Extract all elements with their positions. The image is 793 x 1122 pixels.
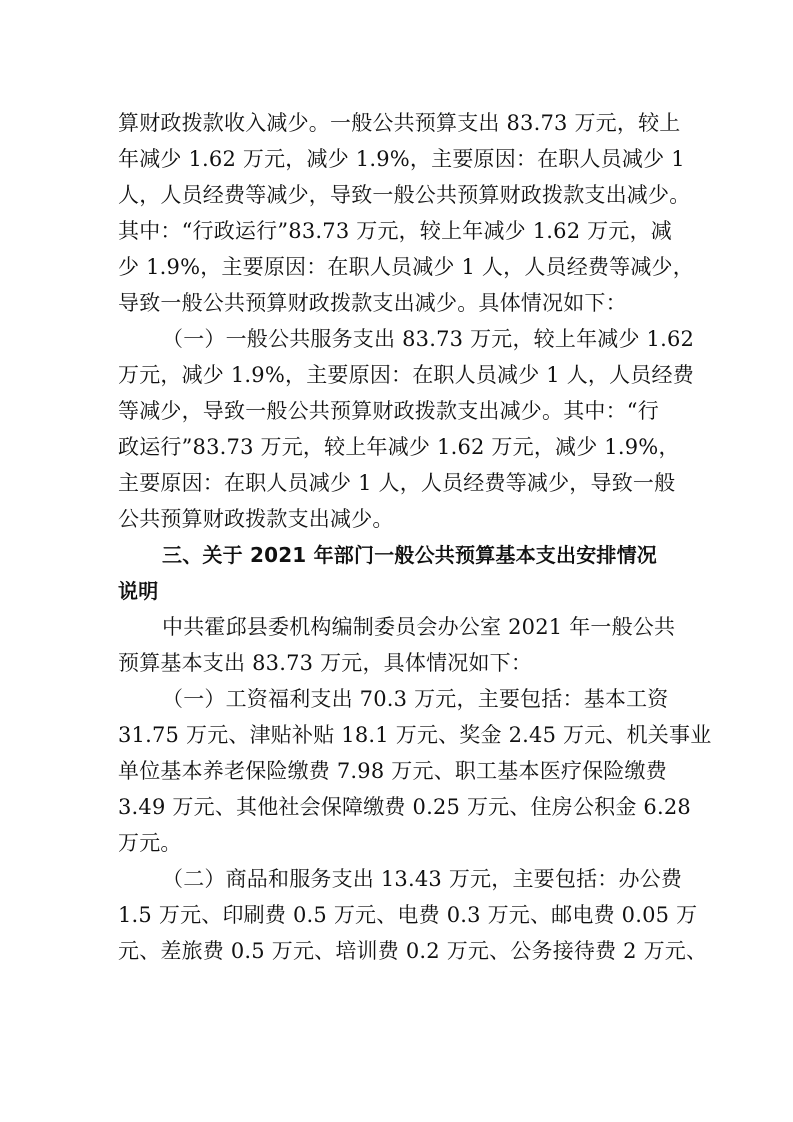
text-line: 算财政拨款收入减少。一般公共预算支出 83.73 万元，较上 (118, 111, 681, 135)
section-heading: 三、关于 2021 年部门一般公共预算基本支出安排情况 (162, 543, 657, 567)
text-line: 公共预算财政拨款支出减少。 (118, 507, 394, 531)
paragraph-first-line: （一）工资福利支出 70.3 万元，主要包括：基本工资 (162, 687, 669, 711)
paragraph-first-line: 中共霍邱县委机构编制委员会办公室 2021 年一般公共 (162, 615, 676, 639)
text-line: 万元，减少 1.9%，主要原因：在职人员减少 1 人，人员经费 (118, 363, 694, 387)
text-line: 其中：“行政运行”83.73 万元，较上年减少 1.62 万元，减 (118, 219, 672, 243)
text-line: 31.75 万元、津贴补贴 18.1 万元、奖金 2.45 万元、机关事业 (118, 723, 712, 747)
text-line: 元、差旅费 0.5 万元、培训费 0.2 万元、公务接待费 2 万元、 (118, 939, 708, 963)
text-line: 导致一般公共预算财政拨款支出减少。具体情况如下： (118, 291, 627, 315)
text-line: 人，人员经费等减少，导致一般公共预算财政拨款支出减少。 (118, 183, 691, 207)
text-line: 少 1.9%，主要原因：在职人员减少 1 人，人员经费等减少， (118, 255, 694, 279)
text-line: 政运行”83.73 万元，较上年减少 1.62 万元，减少 1.9%， (118, 435, 680, 459)
paragraph-first-line: （二）商品和服务支出 13.43 万元，主要包括：办公费 (162, 867, 683, 891)
paragraph-first-line: （一）一般公共服务支出 83.73 万元，较上年减少 1.62 (162, 327, 695, 351)
text-line: 单位基本养老保险缴费 7.98 万元、职工基本医疗保险缴费 (118, 759, 667, 783)
section-heading-continuation: 说明 (118, 579, 159, 603)
text-line: 等减少，导致一般公共预算财政拨款支出减少。其中：“行 (118, 399, 659, 423)
text-line: 预算基本支出 83.73 万元，具体情况如下： (118, 651, 533, 675)
text-line: 主要原因：在职人员减少 1 人，人员经费等减少，导致一般 (118, 471, 676, 495)
text-line: 3.49 万元、其他社会保障缴费 0.25 万元、住房公积金 6.28 (118, 795, 691, 819)
text-line: 万元。 (118, 831, 182, 855)
text-line: 1.5 万元、印刷费 0.5 万元、电费 0.3 万元、邮电费 0.05 万 (118, 903, 698, 927)
text-line: 年减少 1.62 万元，减少 1.9%，主要原因：在职人员减少 1 (118, 147, 685, 171)
